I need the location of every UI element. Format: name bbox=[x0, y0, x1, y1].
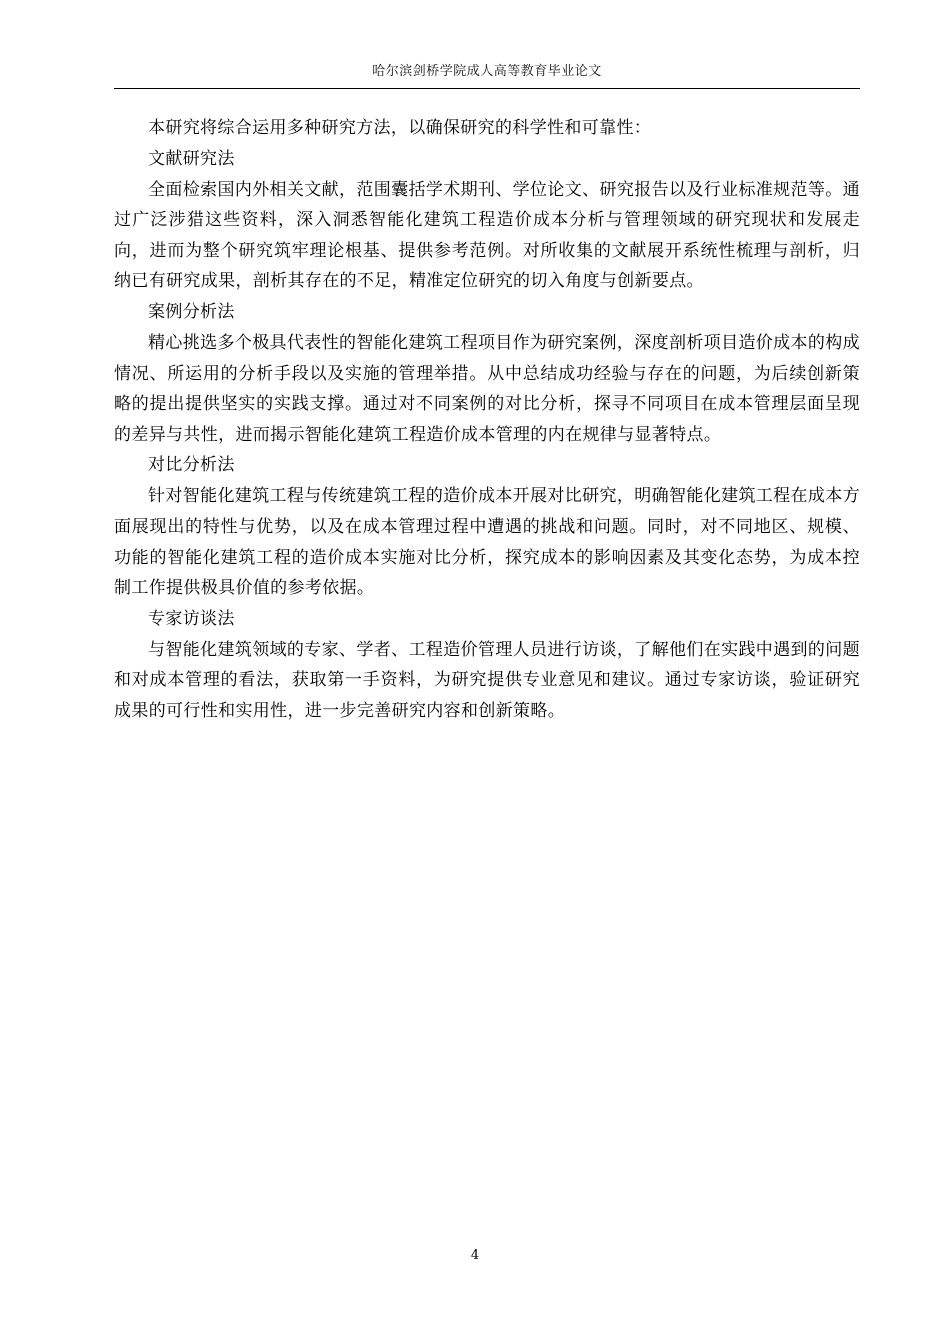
intro-paragraph: 本研究将综合运用多种研究方法，以确保研究的科学性和可靠性： bbox=[148, 118, 652, 138]
page-number: 4 bbox=[470, 1248, 480, 1263]
header-divider bbox=[114, 88, 860, 89]
section-paragraph-case-study: 精心挑选多个极具代表性的智能化建筑工程项目作为研究案例，深度剖析项目造价成本的构成情况、所运用的分析手段以及实施的管理举措。从中总结成功经验与存在的问题，为后续创新策略的提出提供坚实的实践支撑。通过对不同案例的对比分析，探寻不同项目在成本管理层面呈现的差异与共性，进而揭示智能化建筑工程造价成本管理的内在规律与显著特点。 bbox=[114, 332, 860, 445]
section-paragraph-literature: 全面检索国内外相关文献，范围囊括学术期刊、学位论文、研究报告以及行业标准规范等。通过广泛涉猎这些资料，深入洞悉智能化建筑工程造价成本分析与管理领域的研究现状和发展走向，进而为整个研究筑牢理论根基、提供参考范例。对所收集的文献展开系统性梳理与剖析，归纳已有研究成果，剖析其存在的不足，精准定位研究的切入角度与创新要点。 bbox=[114, 179, 860, 292]
section-paragraph-expert-interview: 与智能化建筑领域的专家、学者、工程造价管理人员进行访谈，了解他们在实践中遇到的问题和对成本管理的看法，获取第一手资料，为研究提供专业意见和建议。通过专家访谈，验证研究成果的可行性和实用性，进一步完善研究内容和创新策略。 bbox=[114, 639, 860, 721]
section-heading-literature: 文献研究法 bbox=[148, 148, 235, 169]
section-heading-expert-interview: 专家访谈法 bbox=[148, 608, 235, 629]
document-body bbox=[114, 113, 860, 727]
section-paragraph-comparative: 针对智能化建筑工程与传统建筑工程的造价成本开展对比研究，明确智能化建筑工程在成本方面展现出的特性与优势，以及在成本管理过程中遭遇的挑战和问题。同时，对不同地区、规模、功能的智能化建筑工程的造价成本实施对比分析，探究成本的影响因素及其变化态势，为成本控制工作提供极具价值的参考依据。 bbox=[114, 486, 860, 599]
page-header-title: 哈尔滨剑桥学院成人高等教育毕业论文 bbox=[372, 64, 602, 79]
section-heading-comparative: 对比分析法 bbox=[148, 455, 235, 476]
section-heading-case-study: 案例分析法 bbox=[148, 301, 235, 322]
